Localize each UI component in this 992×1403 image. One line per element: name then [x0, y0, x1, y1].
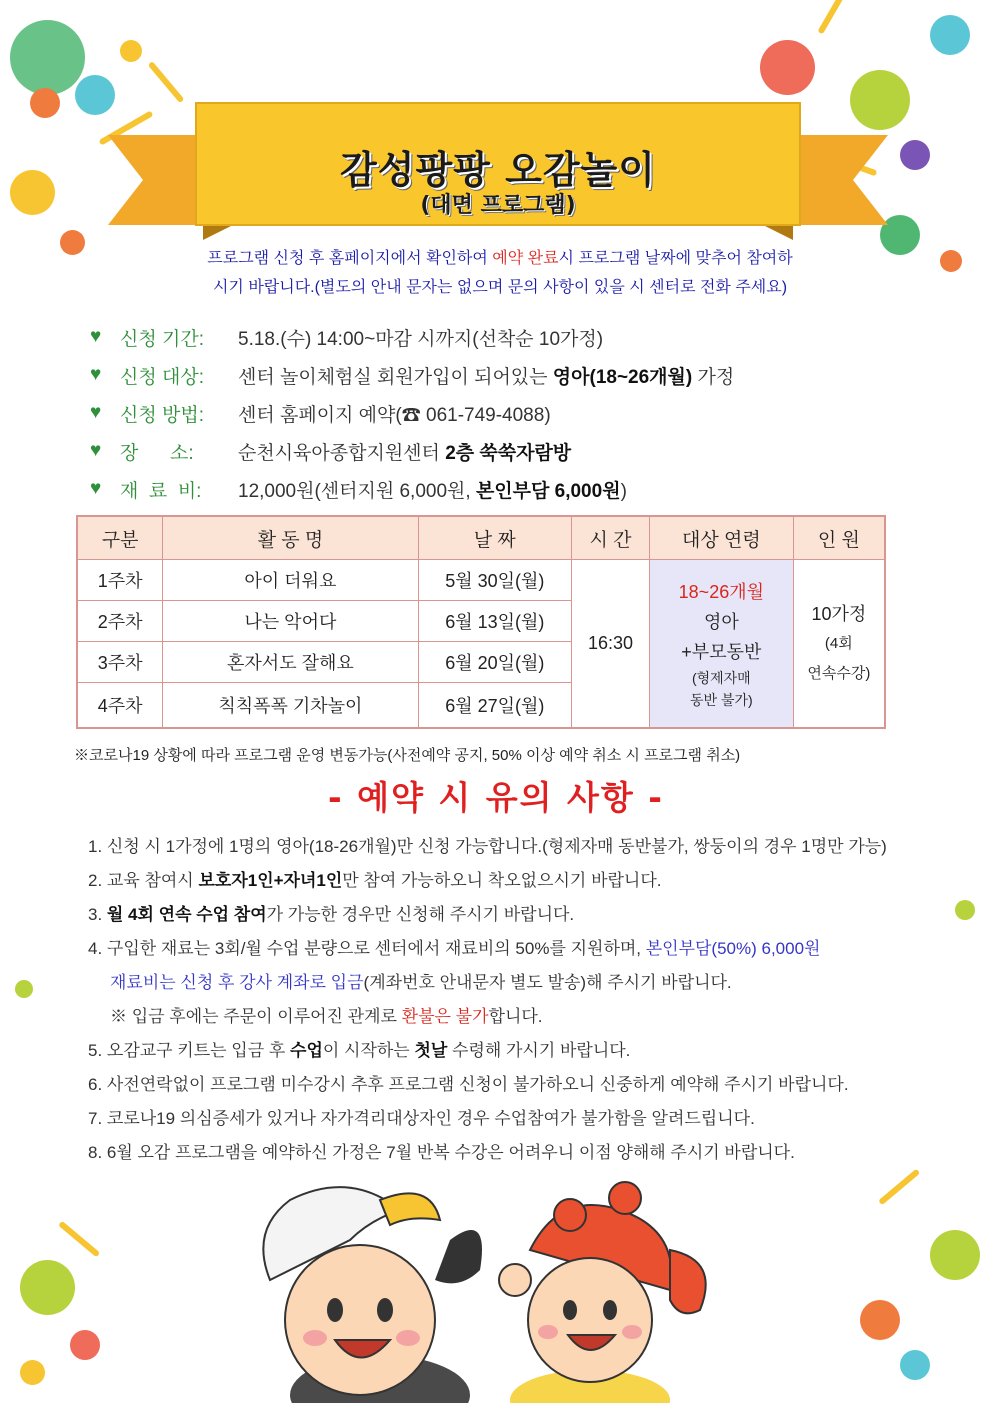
info-row-target — [90, 356, 910, 394]
decor-dot — [30, 88, 60, 118]
decor-dot — [10, 20, 85, 95]
info-row-method — [90, 394, 910, 432]
decor-dot — [15, 980, 33, 998]
info-row-place — [90, 432, 910, 470]
rule-item: 8. 6월 오감 프로그램을 예약하신 가정은 7월 반복 수강은 어려우니 이점 양해해 주시기 바랍니다. — [88, 1143, 795, 1162]
intro-part: 프로그램 신청 후 홈페이지에서 확인하여 — [207, 250, 493, 267]
info-label: 신청 기간: — [120, 328, 204, 350]
decor-dot — [900, 1350, 930, 1380]
activity-cell: 아이 더워요 — [163, 560, 418, 601]
decor-dot — [20, 1360, 45, 1385]
column-header: 인 원 — [793, 516, 885, 560]
activity-cell: 칙칙폭폭 기차놀이 — [163, 683, 418, 729]
info-value: 5.18.(수) 14:00~마감 시까지(선착순 10가정) — [238, 328, 604, 350]
decor-dot — [940, 250, 962, 272]
age-range: 18~26개월 — [678, 581, 764, 602]
age-line: 영아 — [703, 611, 739, 632]
activity-cell: 나는 악어다 — [163, 601, 418, 642]
decor-dot — [900, 140, 930, 170]
title-banner — [108, 95, 888, 240]
heart-icon: ♥ — [90, 478, 102, 499]
week-cell: 4주차 — [77, 683, 163, 729]
info-label: 장 소: — [120, 442, 194, 464]
rule-item: 2. 교육 참여시 보호자1인+자녀1인만 참여 가능하오니 착오없으시기 바랍니다. — [88, 871, 662, 890]
decor-dot — [70, 1330, 100, 1360]
rule-item-cont: 재료비는 신청 후 강사 계좌로 입금(계좌번호 안내문자 별도 발송)해 주시기 바랍니다. — [110, 973, 732, 992]
info-label: 신청 방법: — [120, 404, 204, 426]
decor-dot — [930, 1230, 980, 1280]
column-header: 날 짜 — [418, 516, 572, 560]
info-label: 신청 대상: — [120, 366, 204, 388]
heart-icon: ♥ — [90, 402, 102, 423]
date-cell: 6월 27일(월) — [418, 683, 572, 729]
rule-item: 3. 월 4회 연속 수업 참여가 가능한 경우만 신청해 주시기 바랍니다. — [88, 905, 575, 924]
age-line: +부모동반 — [681, 641, 762, 662]
decor-dot — [20, 1260, 75, 1315]
intro-line2: 시기 바랍니다.(별도의 안내 문자는 없으며 문의 사항이 있을 시 센터로 전화 주세요) — [212, 279, 788, 296]
rule-item: 7. 코로나19 의심증세가 있거나 자가격리대상자인 경우 수업참여가 불가함을 알려드립니다. — [88, 1109, 755, 1128]
column-header: 시 간 — [572, 516, 650, 560]
rules-list — [88, 830, 948, 1170]
heart-icon: ♥ — [90, 440, 102, 461]
info-value: 센터 놀이체험실 회원가입이 되어있는 영아(18~26개월) 가정 — [238, 366, 735, 388]
info-row-period — [90, 318, 910, 356]
info-value: 12,000원(센터지원 6,000원, 본인부담 6,000원) — [238, 480, 627, 502]
table-row — [77, 560, 885, 601]
page-subtitle: (대면 프로그램) — [420, 193, 576, 218]
page-title: 감성팡팡 오감놀이 — [340, 148, 656, 192]
people-count: 10가정 — [811, 603, 867, 624]
decor-dot — [120, 40, 142, 62]
decor-ray — [817, 0, 850, 35]
intro-text — [130, 244, 870, 302]
date-cell: 6월 20일(월) — [418, 642, 572, 683]
rule-item: 6. 사전연락없이 프로그램 미수강시 추후 프로그램 신청이 불가하오니 신중하게 예약해 주시기 바랍니다. — [88, 1075, 849, 1094]
decor-dot — [930, 15, 970, 55]
age-note: 동반 불가) — [690, 691, 753, 708]
date-cell: 5월 30일(월) — [418, 560, 572, 601]
info-list — [90, 318, 910, 508]
people-cell — [793, 560, 885, 729]
info-value: 센터 홈페이지 예약(☎ 061-749-4088) — [238, 404, 551, 426]
decor-ray — [878, 1169, 920, 1206]
warning-title: - 예약 시 유의 사항 - — [328, 778, 664, 817]
info-row-fee — [90, 470, 910, 508]
rule-item-note: ※ 입금 후에는 주문이 이루어진 관계로 환불은 불가합니다. — [110, 1007, 543, 1026]
rule-item: 5. 오감교구 키트는 입금 후 수업이 시작하는 첫날 수령해 가시기 바랍니다. — [88, 1041, 631, 1060]
table-header-row — [77, 516, 885, 560]
activity-cell: 혼자서도 잘해요 — [163, 642, 418, 683]
decor-dot — [955, 900, 975, 920]
intro-highlight: 예약 완료 — [492, 250, 559, 267]
decor-dot — [60, 230, 85, 255]
time-cell: 16:30 — [572, 560, 650, 729]
age-cell — [649, 560, 793, 729]
info-value: 순천시육아종합지원센터 2층 쑥쑥자람방 — [238, 442, 572, 464]
column-header: 활 동 명 — [163, 516, 418, 560]
rule-item: 1. 신청 시 1가정에 1명의 영아(18-26개월)만 신청 가능합니다.(형제자매 동반불가, 쌍둥이의 경우 1명만 가능) — [88, 837, 887, 856]
schedule-table — [76, 515, 886, 729]
column-header: 대상 연령 — [649, 516, 793, 560]
heart-icon: ♥ — [90, 364, 102, 385]
people-note: 연속수강) — [807, 664, 871, 682]
heart-icon: ♥ — [90, 326, 102, 347]
mascot-illustration — [230, 1170, 730, 1403]
rule-item: 4. 구입한 재료는 3회/월 수업 분량으로 센터에서 재료비의 50%를 지원하며, 본인부담(50%) 6,000원 — [88, 939, 821, 958]
week-cell: 3주차 — [77, 642, 163, 683]
decor-dot — [760, 40, 815, 95]
info-label: 재 료 비: — [120, 480, 202, 502]
covid-note: ※코로나19 상황에 따라 프로그램 운영 변동가능(사전예약 공지, 50% 이상 예약 취소 시 프로그램 취소) — [74, 747, 741, 764]
people-note: (4회 — [824, 634, 853, 652]
week-cell: 1주차 — [77, 560, 163, 601]
decor-ray — [58, 1221, 100, 1258]
week-cell: 2주차 — [77, 601, 163, 642]
intro-part: 시 프로그램 날짜에 맞추어 참여하 — [558, 250, 793, 267]
decor-dot — [10, 170, 55, 215]
decor-dot — [860, 1300, 900, 1340]
column-header: 구분 — [77, 516, 163, 560]
age-note: (형제자매 — [691, 669, 751, 686]
date-cell: 6월 13일(월) — [418, 601, 572, 642]
